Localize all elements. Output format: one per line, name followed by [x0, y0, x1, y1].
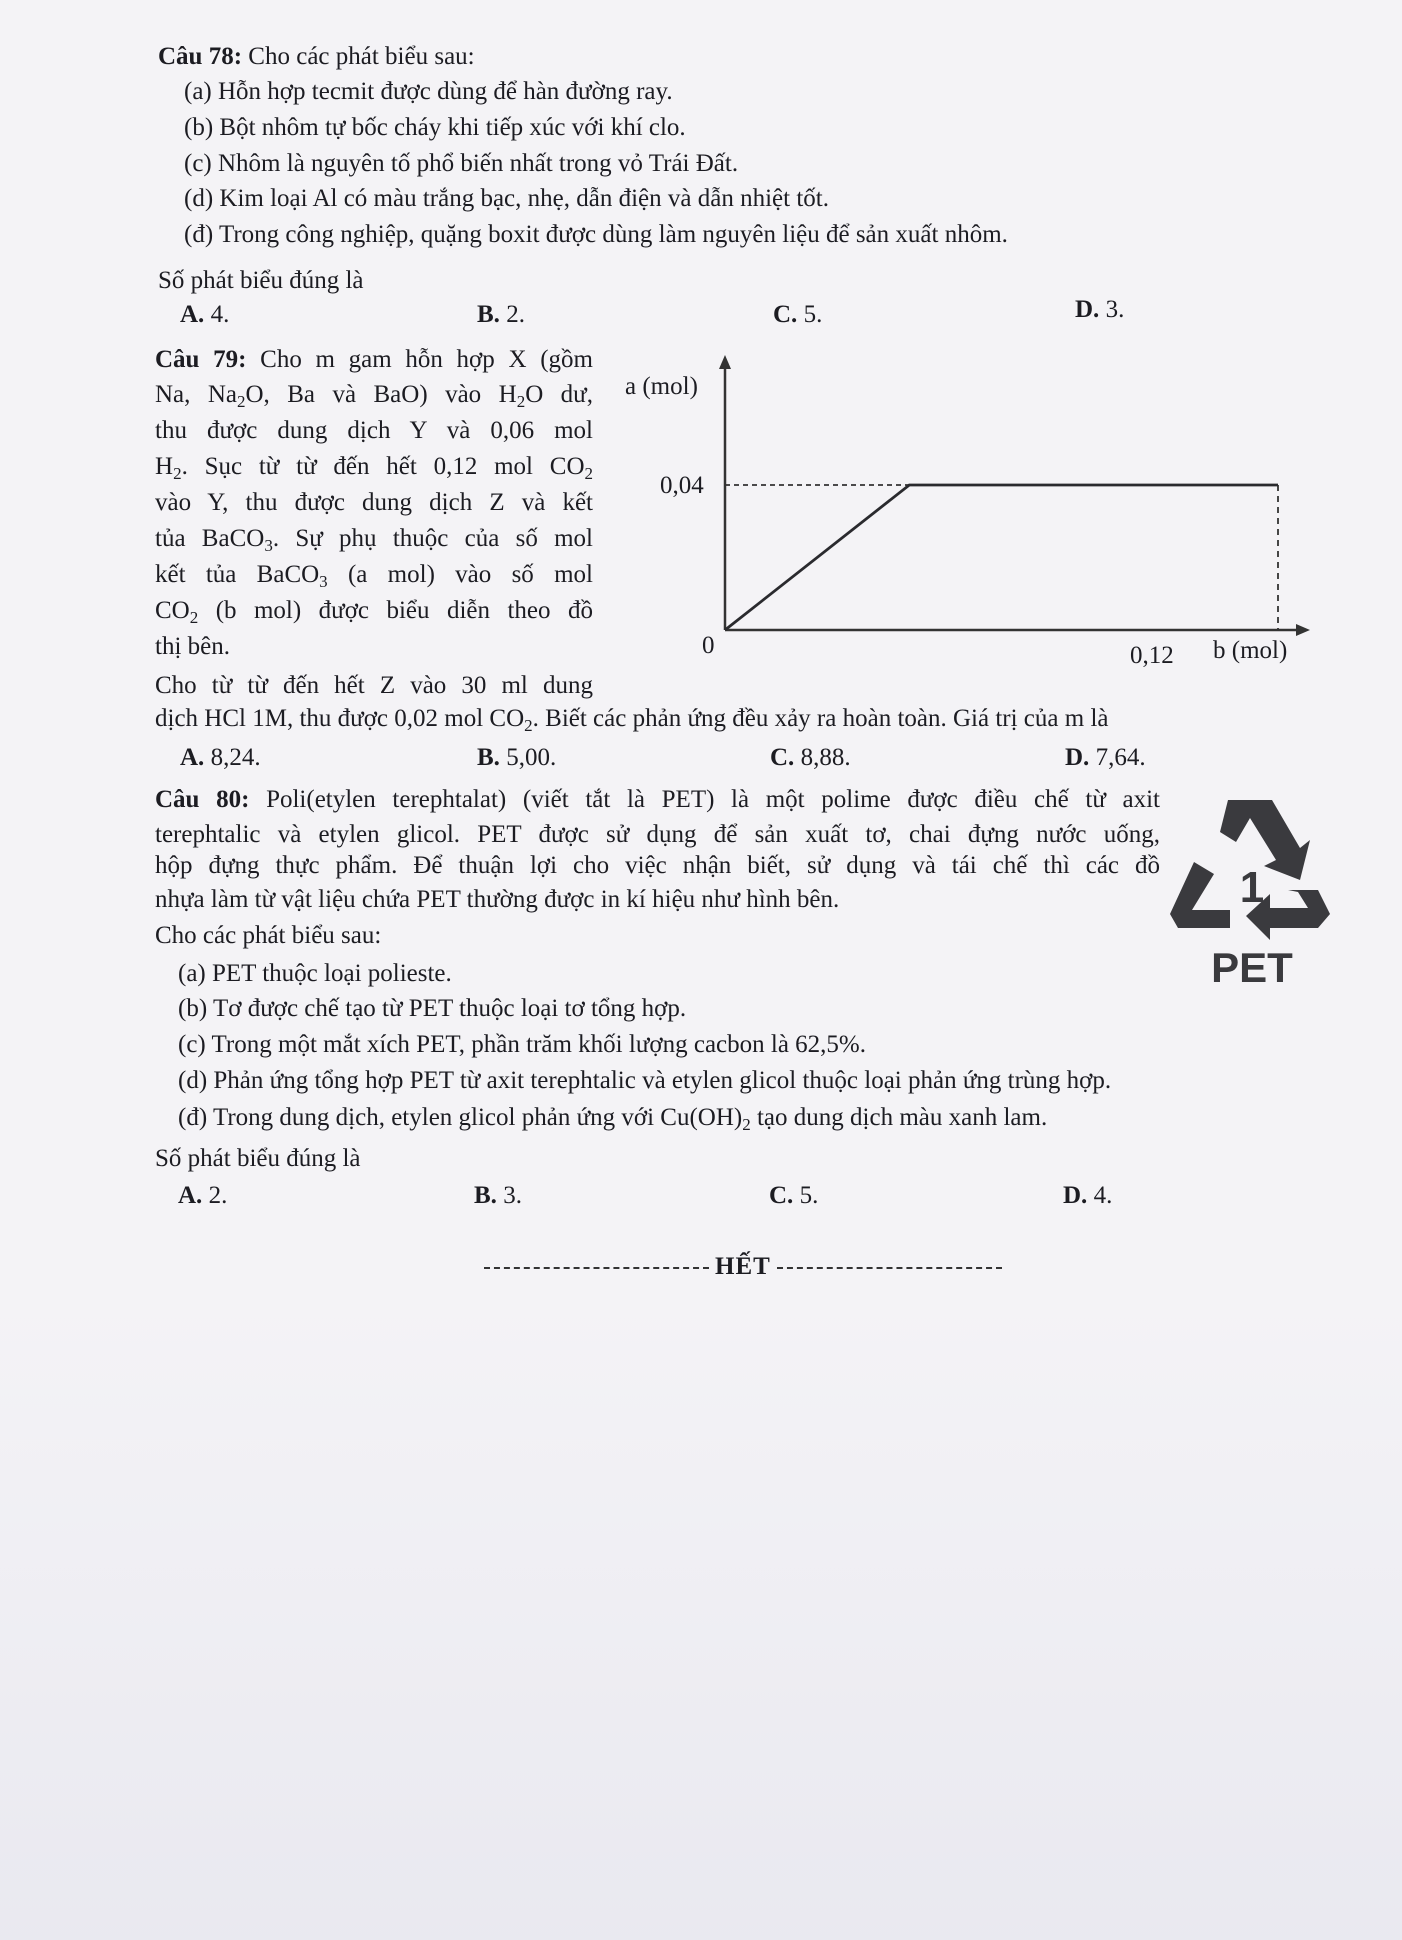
q79-text: H [155, 453, 174, 480]
origin-label: 0 [702, 632, 715, 659]
option-letter: D. [1075, 296, 1100, 323]
q78-title: Câu 78: [158, 43, 243, 70]
option-letter: B. [477, 301, 500, 328]
q78-statement-b: (b) Bột nhôm tự bốc cháy khi tiếp xúc với khí clo. [184, 114, 686, 141]
q79-line-6 [155, 521, 593, 556]
q78-statement-a: (a) Hỗn hợp tecmit được dùng để hàn đường ray. [184, 78, 673, 105]
q79-option-c[interactable] [770, 742, 851, 774]
q79-option-d[interactable] [1065, 742, 1146, 774]
y-axis-label: a (mol) [625, 373, 698, 400]
x-axis-label: b (mol) [1213, 637, 1288, 664]
option-value: 2. [208, 1182, 228, 1209]
option-value: 8,24. [210, 744, 261, 771]
q79-text: (a mol) vào số mol [327, 561, 593, 588]
q80-intro: Cho các phát biểu sau: [155, 922, 382, 949]
option-value: 3. [1105, 296, 1125, 323]
q80-paragraph-line-1 [155, 782, 1160, 817]
option-letter: D. [1063, 1182, 1088, 1209]
y-tick-label: 0,04 [660, 472, 704, 499]
subscript: 2 [237, 392, 246, 411]
q79-line-9: thị bên. [155, 633, 230, 660]
q78-heading [158, 41, 475, 73]
option-value: 3. [503, 1182, 522, 1209]
option-value: 7,64. [1095, 744, 1146, 771]
q78-option-c[interactable] [773, 299, 822, 331]
q79-text: (b mol) được biểu diễn theo đồ [198, 597, 593, 624]
q80-option-c[interactable] [769, 1180, 818, 1212]
subscript: 3 [319, 572, 328, 591]
q79-option-b[interactable] [477, 742, 556, 774]
q79-line-4 [155, 449, 593, 484]
option-value: 4. [1093, 1182, 1113, 1209]
subscript: 2 [189, 608, 199, 627]
q80-text: (đ) Trong dung dịch, etylen glicol phản ứng với Cu(OH) [178, 1104, 743, 1131]
series-line [725, 485, 1278, 630]
q79-line-10: Cho từ từ đến hết Z vào 30 ml dung [155, 672, 593, 699]
end-text: HẾT [715, 1253, 771, 1280]
q78-prompt: Số phát biểu đúng là [158, 267, 364, 294]
q79-line-2 [155, 377, 593, 412]
q79-text: O dư, [525, 381, 593, 408]
q79-text: dịch HCl 1M, thu được 0,02 mol CO [155, 705, 525, 732]
pet-label: PET [1211, 944, 1293, 991]
option-value: 8,88. [800, 744, 851, 771]
option-letter: A. [180, 301, 205, 328]
option-letter: A. [180, 744, 205, 771]
y-axis-arrow-icon [719, 355, 731, 369]
divider [484, 1267, 709, 1269]
q78-option-b[interactable] [477, 299, 525, 331]
q79-line-3: thu được dung dịch Y và 0,06 mol [155, 417, 593, 444]
option-value: 5. [799, 1182, 819, 1209]
q78-option-a[interactable] [180, 299, 229, 331]
option-letter: C. [773, 301, 798, 328]
q79-text: kết tủa BaCO [155, 561, 320, 588]
q80-text: tạo dung dịch màu xanh lam. [750, 1104, 1048, 1131]
q80-statement-a: (a) PET thuộc loại polieste. [178, 960, 452, 987]
q78-intro: Cho các phát biểu sau: [248, 43, 475, 70]
divider [777, 1267, 1002, 1269]
q80-paragraph-line-4: nhựa làm từ vật liệu chứa PET thường được in kí hiệu như hình bên. [155, 886, 840, 913]
option-value: 2. [506, 301, 525, 328]
q79-text: . Sự phụ thuộc của số mol [272, 525, 593, 552]
q80-prompt: Số phát biểu đúng là [155, 1145, 361, 1172]
q80-paragraph-line-3: hộp đựng thực phẩm. Để thuận lợi cho việc nhận biết, sử dụng và tái chế thì các đồ [155, 852, 1160, 879]
q79-line-8 [155, 593, 593, 628]
q80-statement-c: (c) Trong một mắt xích PET, phần trăm khối lượng cacbon là 62,5%. [178, 1031, 867, 1058]
q80-statement-b: (b) Tơ được chế tạo từ PET thuộc loại tơ tổng hợp. [178, 995, 687, 1022]
pet-recycle-icon [1170, 790, 1340, 1000]
q79-line-11 [155, 703, 1108, 735]
q79-text: Na, Na [155, 381, 237, 408]
subscript: 3 [264, 536, 273, 555]
pet-number: 1 [1239, 863, 1265, 912]
q80-statement-e [178, 1102, 1047, 1134]
x-tick-label: 0,12 [1130, 642, 1174, 669]
subscript: 2 [524, 716, 533, 735]
option-value: 5. [803, 301, 823, 328]
q80-text: Poli(etylen terephtalat) (viết tắt là PET) là một polime được điều chế từ axit [266, 786, 1160, 813]
q80-option-d[interactable] [1063, 1180, 1112, 1212]
q79-text: . Sục từ từ đến hết 0,12 mol CO [181, 453, 585, 480]
q79-text: Cho m gam hỗn hợp X (gồm [260, 346, 593, 373]
q80-paragraph-line-2: terephtalic và etylen glicol. PET được sử dụng để sản xuất tơ, chai đựng nước uống, [155, 821, 1160, 848]
option-letter: B. [477, 744, 500, 771]
q78-statement-d: (d) Kim loại Al có màu trắng bạc, nhẹ, dẫn điện và dẫn nhiệt tốt. [184, 185, 829, 212]
subscript: 2 [584, 464, 593, 483]
q78-option-d[interactable] [1075, 294, 1124, 326]
q79-line-7 [155, 557, 593, 592]
option-letter: A. [178, 1182, 203, 1209]
q78-statement-e: (đ) Trong công nghiệp, quặng boxit được dùng làm nguyên liệu để sản xuất nhôm. [184, 221, 1008, 248]
q79-title: Câu 79: [155, 346, 247, 373]
q79-graph [620, 355, 1310, 675]
q79-text: tủa BaCO [155, 525, 265, 552]
q80-option-b[interactable] [474, 1180, 522, 1212]
q79-line-1 [155, 342, 593, 377]
q80-title: Câu 80: [155, 786, 250, 813]
end-marker [478, 1253, 1008, 1281]
subscript: 2 [173, 464, 182, 483]
option-letter: B. [474, 1182, 497, 1209]
option-letter: C. [769, 1182, 794, 1209]
q79-text: . Biết các phản ứng đều xảy ra hoàn toàn. Giá trị của m là [532, 705, 1109, 732]
q80-option-a[interactable] [178, 1180, 227, 1212]
option-letter: D. [1065, 744, 1090, 771]
q79-option-a[interactable] [180, 742, 261, 774]
x-axis-arrow-icon [1296, 624, 1310, 636]
q79-line-5: vào Y, thu được dung dịch Z và kết [155, 489, 593, 516]
q78-statement-c: (c) Nhôm là nguyên tố phổ biến nhất trong vỏ Trái Đất. [184, 150, 739, 177]
subscript: 2 [516, 392, 526, 411]
option-value: 5,00. [506, 744, 557, 771]
option-letter: C. [770, 744, 795, 771]
subscript: 2 [742, 1115, 751, 1134]
option-value: 4. [210, 301, 230, 328]
q80-statement-d: (d) Phản ứng tổng hợp PET từ axit terephtalic và etylen glicol thuộc loại phản ứng trùng hợp. [178, 1067, 1112, 1094]
q79-text: O, Ba và BaO) vào H [245, 381, 517, 408]
paper-shade [0, 1300, 1402, 1940]
q79-text: CO [155, 597, 190, 624]
